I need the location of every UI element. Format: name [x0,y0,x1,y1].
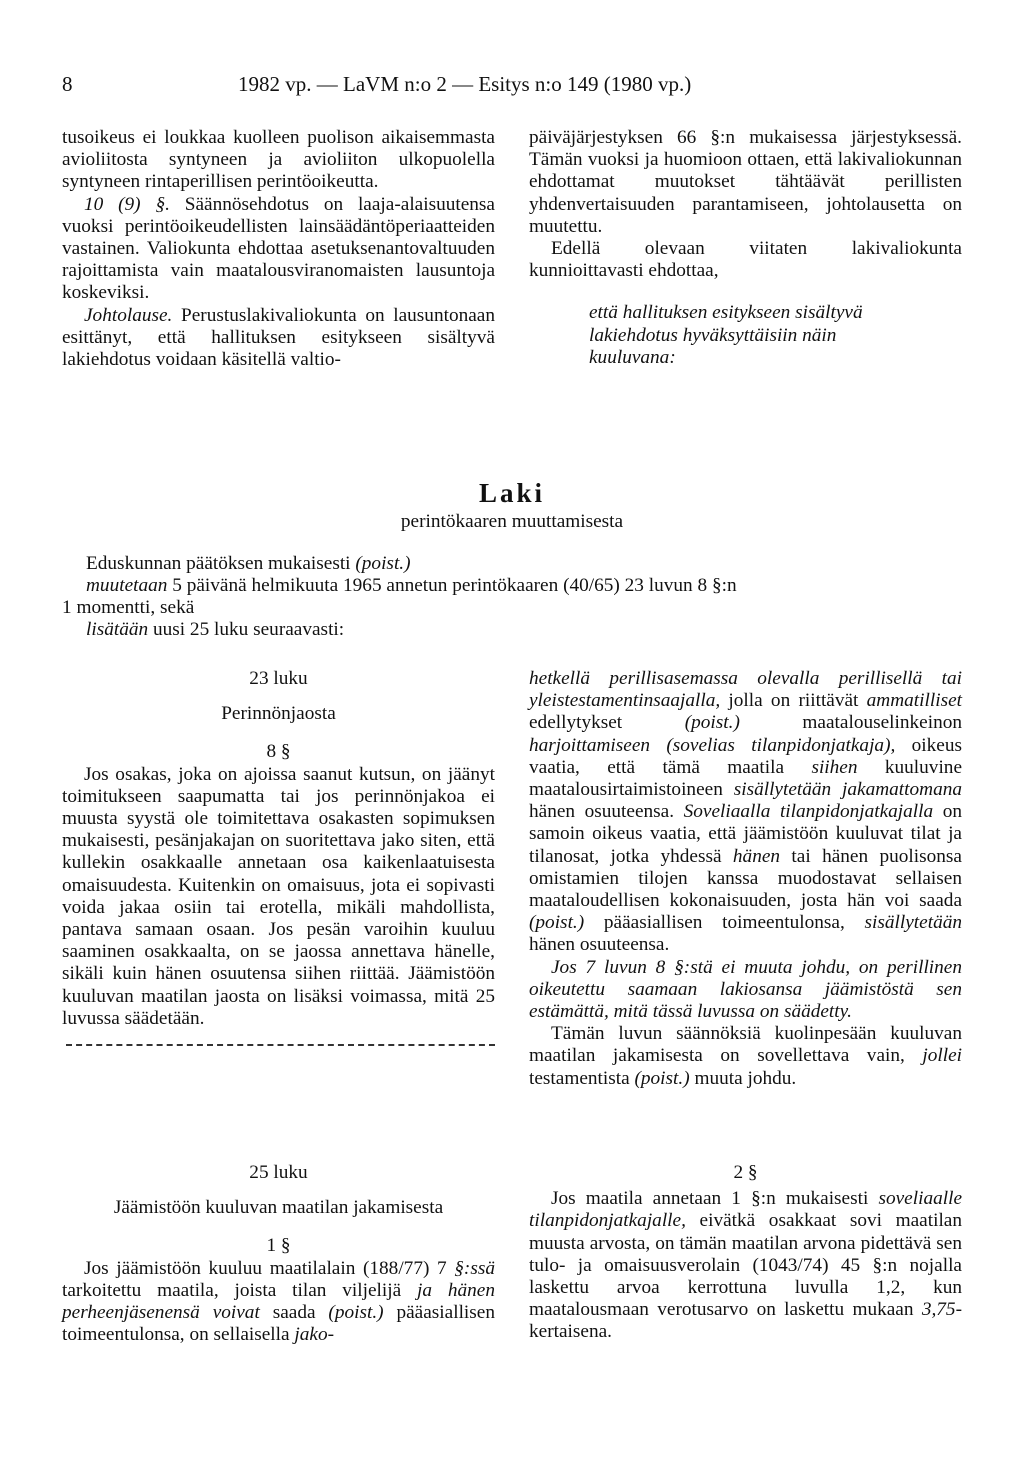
intro-right-paragraph-2: Edellä olevaan viitaten lakivaliokunta kunnioittavasti ehdottaa, [529,238,962,282]
chapter-25 [62,1162,495,1346]
chapter-23 [62,668,495,1046]
committee-proposal: että hallituksen esitykseen sisältyvä lakiehdotus hyväksyttäisiin näin kuuluvana: [589,302,863,368]
intro-right-column [529,127,962,369]
amendment-clause: muutetaan 5 päivänä helmikuuta 1965 annetun perintökaaren (40/65) 23 luvun 8 §:n [86,575,737,596]
section-reference: 10 (9) §. [84,193,170,215]
section-1-continuation: hetkellä perillisasemassa olevalla perillisellä tai yleistestamentinsaajalla, jolla on riittävät ammatilliset edellytykset (poist.) maatalouselinkeinon harjoittamiseen (sovelias tilanpidonjatkaja), oikeus vaatia, että tämä maatila siihen kuuluvine maatalousirtaimistoineen sisällytetään jakamattomana hänen osuuteensa. Soveliaalla tilanpidonjatkajalla on samoin oikeus vaatia, että jäämistöön kuuluvat tilat ja tilanosat, jotka yhdessä hänen tai hänen puolisonsa omistamien tilojen kanssa muodostavat sellaisen maataloudellisen kokonaisuuden, josta hän voi saada (poist.) pääasiallisen toimeentulonsa, sisällytetään hänen osuuteensa. [529,668,962,956]
chapter-23-number: 23 luku [249,668,308,689]
intro-right-paragraph-1: päiväjärjestyksen 66 §:n mukaisessa järjestyksessä. Tämän vuoksi ja huomioon ottaen, että lakivaliokunnan ehdottamat muutokset tähtäävät perillisten yhdenvertaisuuden parantamiseen, johtolausetta on muutettu. [529,127,962,237]
chapter-25-number: 25 luku [249,1162,308,1183]
section-2 [529,1162,962,1344]
omission-dashes [66,1044,495,1046]
johtolause-label: Johtolause. [84,304,173,326]
intro-left-paragraph-3: Johtolause. Perustuslakivaliokunta on lausuntonaan esittänyt, että hallituksen esitykseen sisältyvä lakiehdotus voidaan käsitellä valtio- [62,304,495,371]
law-subtitle: perintökaaren muuttamisesta [400,511,624,532]
intro-left-paragraph-2: 10 (9) §. Säännösehdotus on laaja-alaisuutensa vuoksi perintöoikeudellisten lainsäädäntöperiaatteiden vastainen. Valiokunta ehdottaa asetuksenantovaltuuden rajoittamista vain maatalousviranomaisten lausuntoja koskeviksi. [62,193,495,304]
addition-clause: lisätään uusi 25 luku seuraavasti: [86,619,345,640]
chapter-25-heading: Jäämistöön kuuluvan maatilan jakamisesta [113,1197,444,1219]
running-header: 1982 vp. — LaVM n:o 2 — Esitys n:o 149 (1980 vp.) [238,72,692,96]
law-title: Laki [478,478,546,508]
section-1-paragraph-2: Jos 7 luvun 8 §:stä ei muuta johdu, on perillinen oikeutettu saamaan lakiosansa jäämistöstä sen estämättä, mitä tässä luvussa on säädetty. [529,956,962,1023]
section-8-text: Jos osakas, joka on ajoissa saanut kutsun, on jäänyt toimitukseen saapumatta tai jos perinnönjakoa ei muusta syystä ole toimitettava osakasten sopimuksen mukaisesti, pesänjakajan on suoritettava jako siten, että kullekin osakkaalle annetaan osa kaikenlaatuisesta omaisuudesta. Kuitenkin on omaisuus, jota ei sopivasti voida jakaa osiin tai erotella, mikäli mahdollista, pantava samaan osaan. Jos pesän varoihin kuuluu saaminen osakkaalta, on se jaossa annettava hänelle, sikäli kuin hänen osuutensa siihen riittää. Jäämistöön kuuluvan maatilan jaosta on lisäksi voimassa, mitä 25 luvussa säädetään. [62,763,495,1029]
section-1-number: 1 § [266,1235,291,1257]
right-column-continuation [529,668,962,1090]
section-8-number: 8 § [266,741,291,763]
section-1-paragraph-3: Tämän luvun säännöksiä kuolinpesään kuuluvan maatilan jakamisesta on sovellettava vain, jollei testamentista (poist.) muuta johdu. [529,1023,962,1089]
section-2-text: Jos maatila annetaan 1 §:n mukaisesti soveliaalle tilanpidonjatkajalle, eivätkä osakkaat sovi maatilan muusta arvosta, on tämän maatilan arvona pidettävä sen tulo- ja omaisuusverolain (1043/74) 45 §:n nojalla laskettu arvoa kerrottuna luvulla 1,2, kun maatalousmaan verotusarvo on laskettu mukaan 3,75-kertaisena. [529,1188,962,1343]
intro-left-column [62,127,495,371]
enacting-clause: Eduskunnan päätöksen mukaisesti (poist.) [86,553,411,574]
page-number: 8 [62,72,73,96]
chapter-23-heading: Perinnönjaosta [221,703,336,725]
intro-left-paragraph-1: tusoikeus ei loukkaa kuolleen puolison aikaisemmasta avioliitosta syntyneen ja avioliiton ulkopuolella syntyneen rintaperillisen perintöoikeutta. [62,127,495,193]
section-2-number: 2 § [733,1162,758,1183]
section-1-text: Jos jäämistöön kuuluu maatilalain (188/77) 7 §:ssä tarkoitettu maatila, joista tilan viljelijä ja hänen perheenjäsenensä voivat saada (poist.) pääasiallisen toimeentulonsa, on sellaisella jako- [62,1257,495,1346]
amendment-clause-continued: 1 momentti, sekä [62,597,195,618]
